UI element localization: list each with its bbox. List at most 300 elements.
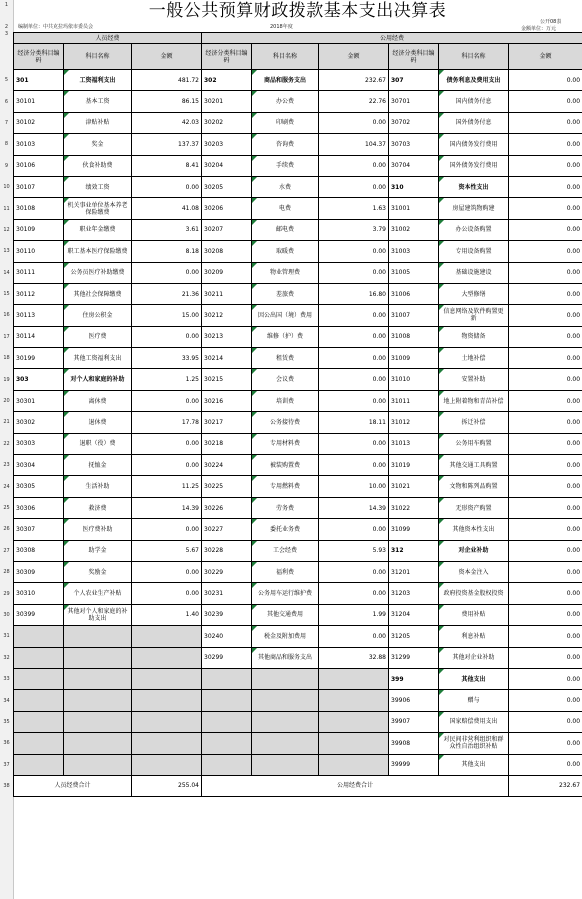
code-cell: 30112	[14, 283, 64, 304]
code-cell: 302	[202, 70, 252, 91]
name-cell: 其他交通工具购置	[439, 455, 509, 476]
code-cell: 39906	[389, 690, 439, 711]
name-cell	[252, 733, 319, 754]
amount-cell: 0.00	[509, 690, 582, 711]
name-cell: 专用材料费	[252, 433, 319, 454]
row-number: 3	[4, 31, 9, 37]
name-cell: 其他支出	[439, 754, 509, 775]
code-cell: 31021	[389, 476, 439, 497]
amount-cell: 0.00	[319, 455, 389, 476]
amount-cell: 0.00	[509, 241, 582, 262]
amount-cell	[319, 754, 389, 775]
row-number: 34	[3, 697, 10, 704]
table-row	[14, 219, 582, 240]
code-cell	[14, 733, 64, 754]
row-number: 27	[3, 547, 10, 554]
amount-cell: 0.00	[319, 262, 389, 283]
name-cell: 伙食补助费	[64, 155, 132, 176]
code-cell: 31010	[389, 369, 439, 390]
table-row	[14, 476, 582, 497]
code-cell: 30703	[389, 134, 439, 155]
table-row	[14, 262, 582, 283]
table-row	[14, 176, 582, 197]
table-row	[14, 711, 582, 732]
code-cell: 31009	[389, 348, 439, 369]
amount-cell: 0.00	[509, 455, 582, 476]
code-cell: 30208	[202, 241, 252, 262]
amount-cell: 0.00	[509, 176, 582, 197]
name-cell	[252, 754, 319, 775]
table-row	[14, 390, 582, 411]
column-header-code: 经济分类科目编码	[202, 44, 252, 70]
code-cell: 30205	[202, 176, 252, 197]
amount-cell: 0.00	[319, 326, 389, 347]
amount-cell: 0.00	[319, 519, 389, 540]
row-number: 22	[3, 440, 10, 447]
code-cell	[14, 711, 64, 732]
name-cell: 办公费	[252, 91, 319, 112]
amount-cell	[319, 690, 389, 711]
name-cell: 国内债务付息	[439, 91, 509, 112]
amount-cell: 1.25	[132, 369, 202, 390]
table-row	[14, 155, 582, 176]
row-number: 13	[3, 248, 10, 255]
row-number: 18	[3, 355, 10, 362]
table-row	[14, 412, 582, 433]
amount-cell: 15.00	[132, 305, 202, 326]
table-row	[14, 198, 582, 219]
name-cell: 机关事业单位基本养老保险缴费	[64, 198, 132, 219]
amount-cell: 0.00	[509, 733, 582, 754]
code-cell: 31201	[389, 561, 439, 582]
code-cell: 31003	[389, 241, 439, 262]
code-cell: 30399	[14, 604, 64, 625]
code-cell: 31299	[389, 647, 439, 668]
code-cell: 31013	[389, 433, 439, 454]
code-cell: 30215	[202, 369, 252, 390]
row-number: 33	[3, 676, 10, 683]
column-header-amount: 金额	[319, 44, 389, 70]
public-total-value: 232.67	[509, 775, 582, 796]
table-row	[14, 241, 582, 262]
code-cell: 30199	[14, 348, 64, 369]
name-cell: 被装购置费	[252, 455, 319, 476]
code-cell: 31099	[389, 519, 439, 540]
code-cell: 30202	[202, 112, 252, 133]
amount-cell: 0.00	[509, 647, 582, 668]
code-cell	[14, 626, 64, 647]
amount-cell: 0.00	[319, 433, 389, 454]
amount-cell: 0.00	[509, 91, 582, 112]
name-cell	[64, 647, 132, 668]
amount-cell: 0.00	[319, 112, 389, 133]
code-cell: 39908	[389, 733, 439, 754]
code-cell: 30216	[202, 390, 252, 411]
name-cell: 其他对企业补助	[439, 647, 509, 668]
name-cell: 其他工资福利支出	[64, 348, 132, 369]
code-cell: 30204	[202, 155, 252, 176]
name-cell: 邮电费	[252, 219, 319, 240]
amount-cell: 0.00	[509, 711, 582, 732]
amount-cell: 104.37	[319, 134, 389, 155]
amount-cell	[132, 668, 202, 689]
name-cell: 公务用车运行维护费	[252, 583, 319, 604]
money-unit: 金额单位：万元	[521, 26, 557, 32]
row-number: 32	[3, 654, 10, 661]
name-cell: 拆迁补偿	[439, 412, 509, 433]
code-cell: 30107	[14, 176, 64, 197]
name-cell: 无形资产购置	[439, 497, 509, 518]
code-cell: 31019	[389, 455, 439, 476]
code-cell: 30225	[202, 476, 252, 497]
code-cell: 30704	[389, 155, 439, 176]
code-cell: 31006	[389, 283, 439, 304]
code-cell: 39999	[389, 754, 439, 775]
table-row	[14, 583, 582, 604]
amount-cell: 86.15	[132, 91, 202, 112]
name-cell: 医疗费	[64, 326, 132, 347]
name-cell: 租赁费	[252, 348, 319, 369]
row-number: 2	[4, 24, 9, 30]
row-number: 25	[3, 505, 10, 511]
name-cell: 公务用车购置	[439, 433, 509, 454]
code-cell: 31001	[389, 198, 439, 219]
name-cell	[64, 668, 132, 689]
name-cell: 职工基本医疗保险缴费	[64, 241, 132, 262]
code-cell	[14, 690, 64, 711]
name-cell: 生活补助	[64, 476, 132, 497]
name-cell: 国外债务付息	[439, 112, 509, 133]
code-cell: 303	[14, 369, 64, 390]
code-cell: 30201	[202, 91, 252, 112]
code-cell: 30111	[14, 262, 64, 283]
code-cell: 30212	[202, 305, 252, 326]
amount-cell	[132, 711, 202, 732]
code-cell: 30309	[14, 561, 64, 582]
name-cell: 其他商品和服务支出	[252, 647, 319, 668]
name-cell: 债务利息及费用支出	[439, 70, 509, 91]
name-cell: 奖金	[64, 134, 132, 155]
code-cell	[202, 733, 252, 754]
code-cell: 30114	[14, 326, 64, 347]
table-row	[14, 561, 582, 582]
amount-cell: 0.00	[509, 754, 582, 775]
code-cell	[202, 754, 252, 775]
amount-cell: 21.36	[132, 283, 202, 304]
table-row	[14, 519, 582, 540]
name-cell: 工会经费	[252, 540, 319, 561]
amount-cell: 3.79	[319, 219, 389, 240]
code-cell: 31002	[389, 219, 439, 240]
amount-cell: 0.00	[509, 198, 582, 219]
code-cell: 30240	[202, 626, 252, 647]
amount-cell: 0.00	[509, 583, 582, 604]
code-cell: 30231	[202, 583, 252, 604]
row-number: 31	[3, 633, 10, 640]
row-number: 14	[3, 269, 10, 276]
code-cell: 30701	[389, 91, 439, 112]
code-cell: 31012	[389, 412, 439, 433]
name-cell: 资本金注入	[439, 561, 509, 582]
name-cell: 商品和服务支出	[252, 70, 319, 91]
name-cell: 会议费	[252, 369, 319, 390]
amount-cell: 0.00	[509, 433, 582, 454]
code-cell: 30305	[14, 476, 64, 497]
name-cell: 抚恤金	[64, 455, 132, 476]
name-cell: 国内债务发行费用	[439, 134, 509, 155]
name-cell: 地上附着物和青苗补偿	[439, 390, 509, 411]
name-cell: 政府投资基金股权投资	[439, 583, 509, 604]
row-number: 30	[3, 611, 10, 618]
table-row	[14, 690, 582, 711]
code-cell: 31011	[389, 390, 439, 411]
amount-cell: 0.00	[509, 497, 582, 518]
row-number: 10	[3, 184, 10, 191]
name-cell: 信息网络及软件购置更新	[439, 305, 509, 326]
row-number: 15	[3, 291, 10, 298]
row-number: 8	[4, 141, 9, 148]
name-cell	[64, 754, 132, 775]
code-cell: 312	[389, 540, 439, 561]
code-cell	[14, 647, 64, 668]
name-cell: 医疗费补助	[64, 519, 132, 540]
code-cell: 30206	[202, 198, 252, 219]
code-cell: 30302	[14, 412, 64, 433]
amount-cell	[319, 733, 389, 754]
name-cell: 差旅费	[252, 283, 319, 304]
code-cell: 30310	[14, 583, 64, 604]
row-number: 1	[4, 2, 9, 8]
amount-cell	[132, 733, 202, 754]
code-cell: 30113	[14, 305, 64, 326]
amount-cell: 0.00	[132, 390, 202, 411]
code-cell: 31008	[389, 326, 439, 347]
column-header-amount: 金额	[509, 44, 582, 70]
code-cell: 30110	[14, 241, 64, 262]
amount-cell: 0.00	[319, 583, 389, 604]
amount-cell: 11.25	[132, 476, 202, 497]
code-cell: 30307	[14, 519, 64, 540]
amount-cell: 0.00	[509, 604, 582, 625]
name-cell: 奖励金	[64, 561, 132, 582]
name-cell: 专用设备购置	[439, 241, 509, 262]
row-number: 7	[4, 119, 9, 126]
name-cell: 水费	[252, 176, 319, 197]
code-cell	[14, 754, 64, 775]
code-cell: 30101	[14, 91, 64, 112]
name-cell: 手续费	[252, 155, 319, 176]
name-cell: 绩效工资	[64, 176, 132, 197]
code-cell: 301	[14, 70, 64, 91]
amount-cell: 0.00	[509, 326, 582, 347]
table-row	[14, 326, 582, 347]
amount-cell: 0.00	[132, 583, 202, 604]
name-cell: 安置补助	[439, 369, 509, 390]
table-row	[14, 668, 582, 689]
row-number: 26	[3, 526, 10, 533]
code-cell: 310	[389, 176, 439, 197]
amount-cell: 8.41	[132, 155, 202, 176]
code-cell: 30108	[14, 198, 64, 219]
name-cell: 对个人和家庭的补助	[64, 369, 132, 390]
name-cell	[64, 733, 132, 754]
amount-cell: 0.00	[132, 262, 202, 283]
name-cell	[252, 668, 319, 689]
amount-cell: 0.00	[509, 668, 582, 689]
name-cell: 利息补贴	[439, 626, 509, 647]
amount-cell: 481.72	[132, 70, 202, 91]
column-header-name: 科目名称	[252, 44, 319, 70]
amount-cell: 5.93	[319, 540, 389, 561]
name-cell: 其他交通费用	[252, 604, 319, 625]
code-cell: 31205	[389, 626, 439, 647]
amount-cell: 0.00	[509, 262, 582, 283]
code-cell: 30306	[14, 497, 64, 518]
column-header-amount: 金额	[132, 44, 202, 70]
amount-cell: 0.00	[509, 626, 582, 647]
code-cell: 30214	[202, 348, 252, 369]
table-row	[14, 647, 582, 668]
row-number: 21	[3, 419, 10, 426]
amount-cell: 0.00	[509, 134, 582, 155]
year-label: 2018年度	[270, 24, 293, 30]
report-title: 一般公共预算财政拨款基本支出决算表	[148, 1, 447, 21]
name-cell: 工资福利支出	[64, 70, 132, 91]
name-cell: 其他对个人和家庭的补助支出	[64, 604, 132, 625]
name-cell: 劳务费	[252, 497, 319, 518]
name-cell: 房屋建筑物购建	[439, 198, 509, 219]
code-cell: 30103	[14, 134, 64, 155]
form-code: 公开08表	[540, 19, 562, 25]
code-cell: 30308	[14, 540, 64, 561]
name-cell: 其他社会保障缴费	[64, 283, 132, 304]
name-cell: 基本工资	[64, 91, 132, 112]
code-cell: 30106	[14, 155, 64, 176]
code-cell: 30229	[202, 561, 252, 582]
amount-cell: 0.00	[509, 283, 582, 304]
amount-cell	[319, 711, 389, 732]
amount-cell: 0.00	[319, 390, 389, 411]
group-header-personnel: 人员经费	[14, 33, 202, 44]
table-row	[14, 70, 582, 91]
amount-cell: 0.00	[509, 561, 582, 582]
name-cell: 大型修缮	[439, 283, 509, 304]
name-cell: 土地补偿	[439, 348, 509, 369]
code-cell: 31203	[389, 583, 439, 604]
code-cell: 30226	[202, 497, 252, 518]
name-cell: 委托业务费	[252, 519, 319, 540]
code-cell: 30299	[202, 647, 252, 668]
name-cell: 公务接待费	[252, 412, 319, 433]
row-number: 12	[3, 226, 10, 233]
code-cell: 30109	[14, 219, 64, 240]
amount-cell: 0.00	[132, 433, 202, 454]
amount-cell: 0.00	[319, 155, 389, 176]
row-number: 35	[3, 718, 10, 725]
amount-cell: 0.00	[509, 219, 582, 240]
code-cell: 30211	[202, 283, 252, 304]
amount-cell: 0.00	[509, 70, 582, 91]
code-cell: 31022	[389, 497, 439, 518]
code-cell: 30239	[202, 604, 252, 625]
name-cell	[64, 711, 132, 732]
code-cell: 399	[389, 668, 439, 689]
row-number: 24	[3, 483, 10, 490]
amount-cell: 42.03	[132, 112, 202, 133]
code-cell	[202, 711, 252, 732]
name-cell: 津贴补贴	[64, 112, 132, 133]
code-cell: 30227	[202, 519, 252, 540]
amount-cell: 3.61	[132, 219, 202, 240]
amount-cell: 0.00	[132, 519, 202, 540]
code-cell: 30304	[14, 455, 64, 476]
code-cell: 30218	[202, 433, 252, 454]
name-cell: 印刷费	[252, 112, 319, 133]
name-cell: 其他资本性支出	[439, 519, 509, 540]
code-cell	[14, 668, 64, 689]
amount-cell: 232.67	[319, 70, 389, 91]
amount-cell: 33.95	[132, 348, 202, 369]
name-cell: 国外债务发行费用	[439, 155, 509, 176]
amount-cell: 22.76	[319, 91, 389, 112]
amount-cell: 14.39	[132, 497, 202, 518]
name-cell: 退休费	[64, 412, 132, 433]
name-cell: 费用补贴	[439, 604, 509, 625]
code-cell: 307	[389, 70, 439, 91]
row-number: 9	[4, 162, 9, 169]
personnel-total-label: 人员经费合计	[14, 775, 132, 796]
name-cell: 基础设施建设	[439, 262, 509, 283]
row-number: 11	[3, 205, 10, 212]
name-cell: 离休费	[64, 390, 132, 411]
name-cell: 物业管理费	[252, 262, 319, 283]
row-number: 16	[3, 312, 10, 319]
row-number: 6	[4, 98, 9, 105]
amount-cell: 16.80	[319, 283, 389, 304]
table-row	[14, 112, 582, 133]
name-cell: 文物和陈列品购置	[439, 476, 509, 497]
row-number: 36	[3, 740, 10, 747]
name-cell: 国家赔偿费用支出	[439, 711, 509, 732]
code-cell: 30301	[14, 390, 64, 411]
amount-cell: 8.18	[132, 241, 202, 262]
name-cell: 个人农业生产补贴	[64, 583, 132, 604]
row-number: 23	[3, 462, 10, 469]
table-row	[14, 91, 582, 112]
amount-cell: 0.00	[509, 412, 582, 433]
amount-cell: 0.00	[509, 519, 582, 540]
name-cell: 因公出国（境）费用	[252, 305, 319, 326]
name-cell	[64, 626, 132, 647]
amount-cell: 14.39	[319, 497, 389, 518]
amount-cell: 0.00	[132, 561, 202, 582]
code-cell: 30702	[389, 112, 439, 133]
amount-cell: 1.40	[132, 604, 202, 625]
name-cell: 维修（护）费	[252, 326, 319, 347]
code-cell: 31005	[389, 262, 439, 283]
amount-cell	[132, 647, 202, 668]
name-cell: 取暖费	[252, 241, 319, 262]
table-row	[14, 497, 582, 518]
row-number: 20	[3, 398, 10, 405]
amount-cell	[132, 626, 202, 647]
public-total-label: 公用经费合计	[202, 775, 509, 796]
amount-cell: 0.00	[319, 626, 389, 647]
name-cell: 福利费	[252, 561, 319, 582]
name-cell: 培训费	[252, 390, 319, 411]
amount-cell	[132, 690, 202, 711]
table-row	[14, 754, 582, 775]
